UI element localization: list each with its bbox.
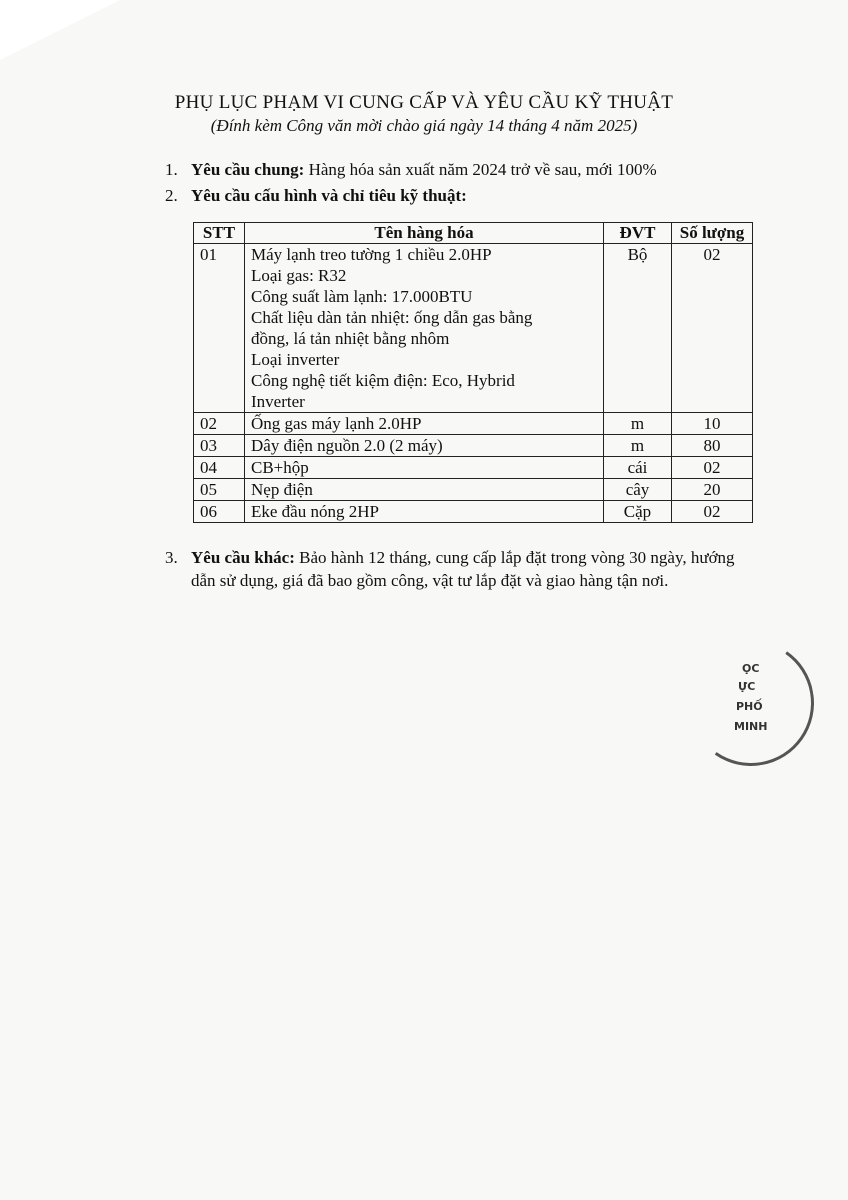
cell-qty: 20 <box>672 479 753 501</box>
requirement-number: 2. <box>165 186 178 205</box>
desc-line: Inverter <box>251 392 305 411</box>
cell-qty: 10 <box>672 413 753 435</box>
cell-name: CB+hộp <box>245 457 604 479</box>
desc-line: Loại inverter <box>251 350 340 369</box>
cell-stt: 06 <box>194 501 245 523</box>
cell-qty: 02 <box>672 244 753 413</box>
desc-line: đồng, lá tản nhiệt bằng nhôm <box>251 329 450 348</box>
desc-line: Công suất làm lạnh: 17.000BTU <box>251 287 473 306</box>
table-row <box>194 501 753 523</box>
requirement-spec <box>165 186 467 206</box>
requirement-text-line2: dẫn sử dụng, giá đã bao gồm công, vật tư lắp đặt và giao hàng tận nơi. <box>191 571 669 590</box>
cell-stt: 01 <box>194 244 245 413</box>
page-fold-shadow <box>0 0 120 60</box>
desc-line: Công nghệ tiết kiệm điện: Eco, Hybrid <box>251 371 515 390</box>
cell-name: Ống gas máy lạnh 2.0HP <box>245 413 604 435</box>
cell-unit: Bộ <box>604 244 672 413</box>
cell-name: Eke đầu nóng 2HP <box>245 501 604 523</box>
stamp-text-line: MINH <box>734 720 768 733</box>
cell-unit: m <box>604 435 672 457</box>
header-qty: Số lượng <box>672 223 753 244</box>
cell-unit: m <box>604 413 672 435</box>
page-title: PHỤ LỤC PHẠM VI CUNG CẤP VÀ YÊU CẦU KỸ THUẬT <box>174 92 674 113</box>
requirement-other <box>165 546 775 592</box>
cell-name: Dây điện nguồn 2.0 (2 máy) <box>245 435 604 457</box>
page-subtitle: (Đính kèm Công văn mời chào giá ngày 14 tháng 4 năm 2025) <box>210 116 638 135</box>
requirement-number: 3. <box>165 548 178 567</box>
cell-unit: cây <box>604 479 672 501</box>
cell-name <box>245 244 604 413</box>
desc-line: Chất liệu dàn tản nhiệt: ống dẫn gas bằng <box>251 308 533 327</box>
cell-qty: 02 <box>672 457 753 479</box>
requirement-label: Yêu cầu khác: <box>191 548 295 567</box>
table-row <box>194 413 753 435</box>
cell-stt: 02 <box>194 413 245 435</box>
requirement-general <box>165 160 657 180</box>
table-row <box>194 244 753 413</box>
spec-table <box>193 222 753 523</box>
requirement-text: Hàng hóa sản xuất năm 2024 trở về sau, mới 100% <box>308 160 657 179</box>
desc-line: Máy lạnh treo tường 1 chiều 2.0HP <box>251 245 492 264</box>
cell-unit: Cặp <box>604 501 672 523</box>
cell-stt: 05 <box>194 479 245 501</box>
stamp-text-line: ỰC <box>738 680 756 693</box>
table-header-row <box>194 223 753 244</box>
stamp-text-line: ỌC <box>742 662 760 675</box>
header-name: Tên hàng hóa <box>245 223 604 244</box>
cell-qty: 02 <box>672 501 753 523</box>
cell-name: Nẹp điện <box>245 479 604 501</box>
header-stt: STT <box>194 223 245 244</box>
header-unit: ĐVT <box>604 223 672 244</box>
cell-qty: 80 <box>672 435 753 457</box>
requirement-label: Yêu cầu chung: <box>191 160 305 179</box>
stamp-text-line: PHỐ <box>736 700 763 713</box>
table-row <box>194 479 753 501</box>
table-row <box>194 457 753 479</box>
requirement-label: Yêu cầu cấu hình và chỉ tiêu kỹ thuật: <box>191 186 467 205</box>
cell-stt: 03 <box>194 435 245 457</box>
requirement-text-line1: Bảo hành 12 tháng, cung cấp lắp đặt trong vòng 30 ngày, hướng <box>299 548 735 567</box>
table-row <box>194 435 753 457</box>
desc-line: Loại gas: R32 <box>251 266 347 285</box>
cell-unit: cái <box>604 457 672 479</box>
requirement-number: 1. <box>165 160 178 179</box>
cell-stt: 04 <box>194 457 245 479</box>
